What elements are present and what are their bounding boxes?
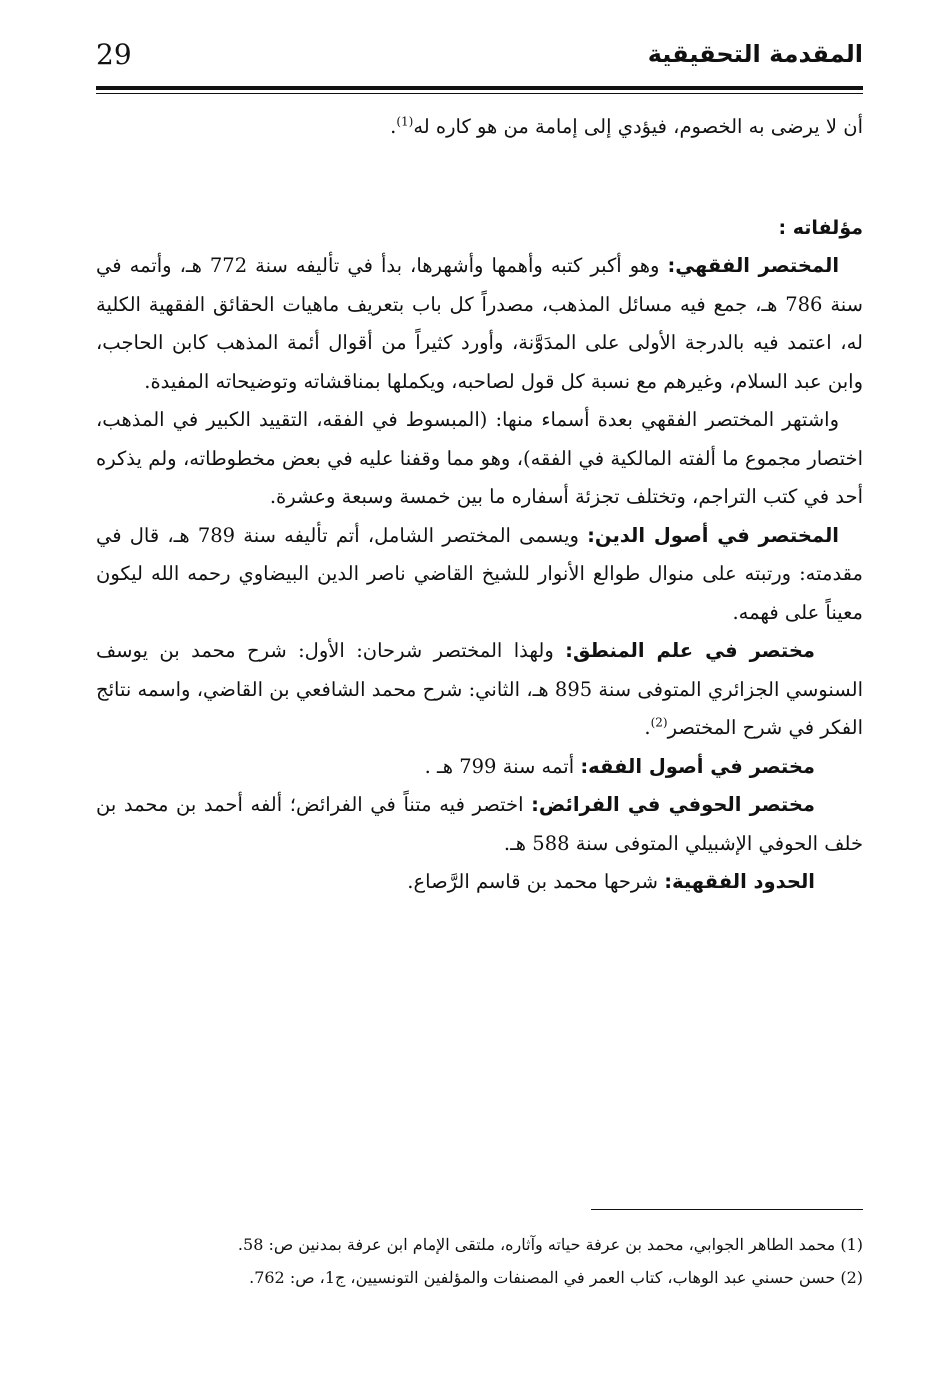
intro-text: أن لا يرضى به الخصوم، فيؤدي إلى إمامة من هو كاره له — [413, 115, 863, 138]
footnote-marker: (2) — [840, 1268, 863, 1287]
body-text — [96, 108, 863, 902]
footnote-2 — [96, 1261, 863, 1294]
intro-end: . — [390, 115, 397, 138]
work-paragraph-usul-fiqh — [96, 748, 863, 787]
footnotes — [96, 1228, 863, 1294]
work-term: المختصر الفقهي: — [667, 254, 839, 277]
work-term: المختصر في أصول الدين: — [587, 523, 839, 547]
page-header — [96, 36, 863, 88]
work-text: وهو أكبر كتبه وأهمها وأشهرها، بدأ في تأليفه سنة 772 هـ، وأتمه في سنة 786 هـ، جمع فيه مسائل المذهب، مصدراً كل باب بتعريف ماهيات الحقائق الفقهية الكلية له، اعتمد فيه بالدرجة الأولى على المدَوَّنة، وأورد كثيراً من أقوال أئمة المذهب كابن الحاجب، وابن عبد السلام، وغيرهم مع نسبة كل قول لصاحبه، ويكملها بمناقشاته وتوضيحاته المفيدة. — [96, 254, 863, 393]
header-rule-thin — [96, 93, 863, 94]
work-paragraph-mukhtasar-fiqhi — [96, 247, 863, 401]
work-text-end: . — [644, 716, 651, 739]
page-number: 29 — [96, 38, 132, 71]
work-text: ولهذا المختصر شرحان: الأول: شرح محمد بن يوسف السنوسي الجزائري المتوفى سنة 895 هـ، الثاني: شرح محمد الشافعي بن القاضي، واسمه نتائج الفكر في شرح المختصر — [96, 639, 863, 739]
footnote-ref-1: (1) — [396, 114, 414, 129]
work-text: شرحها محمد بن قاسم الرَّصاع. — [407, 870, 665, 893]
work-paragraph-mantiq — [96, 632, 863, 748]
running-title: المقدمة التحقيقية — [647, 40, 863, 68]
footnote-marker: (1) — [840, 1235, 863, 1254]
work-text: ويسمى المختصر الشامل، أتم تأليفه سنة 789 هـ، قال في مقدمته: ورتبته على منوال طوالع الأنوار للشيخ القاضي ناصر الدين البيضاوي رحمه الله ليكون معيناً على فهمه. — [96, 523, 863, 624]
section-gap — [96, 147, 863, 209]
header-rule-thick — [96, 86, 863, 90]
work-term: مختصر في علم المنطق: — [565, 639, 816, 662]
footnote-text: حسن حسني عبد الوهاب، كتاب العمر في المصنفات والمؤلفين التونسيين، ج1، ص: 762. — [249, 1268, 841, 1287]
footnote-separator — [591, 1209, 863, 1210]
work-text: واشتهر المختصر الفقهي بعدة أسماء منها: (المبسوط في الفقه، التقييد الكبير في المذهب، اختصار مجموع ما ألفته المالكية في الفقه)، وهو مما وقفنا عليه في بعض مخطوطاته، ولم يذكره أحد في كتب التراجم، وتختلف تجزئة أسفاره ما بين خمسة وسبعة وعشرة. — [96, 408, 863, 508]
work-paragraph-hudud — [96, 863, 863, 902]
footnote-ref-2: (2) — [650, 715, 668, 730]
footnote-text: محمد الطاهر الجوابي، محمد بن عرفة حياته وآثاره، ملتقى الإمام ابن عرفة بمدنين ص: 58. — [237, 1235, 841, 1254]
work-text: أتمه سنة 799 هـ . — [424, 754, 581, 778]
work-text: اختصر فيه متناً في الفرائض؛ ألفه أحمد بن محمد بن خلف الحوفي الإشبيلي المتوفى سنة 588 هـ. — [96, 793, 863, 855]
work-term: مختصر الحوفي في الفرائض: — [531, 793, 815, 816]
work-paragraph-usul-din — [96, 517, 863, 633]
work-term: الحدود الفقهية: — [664, 870, 815, 893]
work-term: مختصر في أصول الفقه: — [580, 754, 815, 778]
footnote-1 — [96, 1228, 863, 1261]
section-heading: مؤلفاته : — [778, 216, 863, 239]
work-paragraph-names — [96, 401, 863, 517]
intro-paragraph — [96, 108, 863, 147]
work-paragraph-hufi — [96, 786, 863, 863]
